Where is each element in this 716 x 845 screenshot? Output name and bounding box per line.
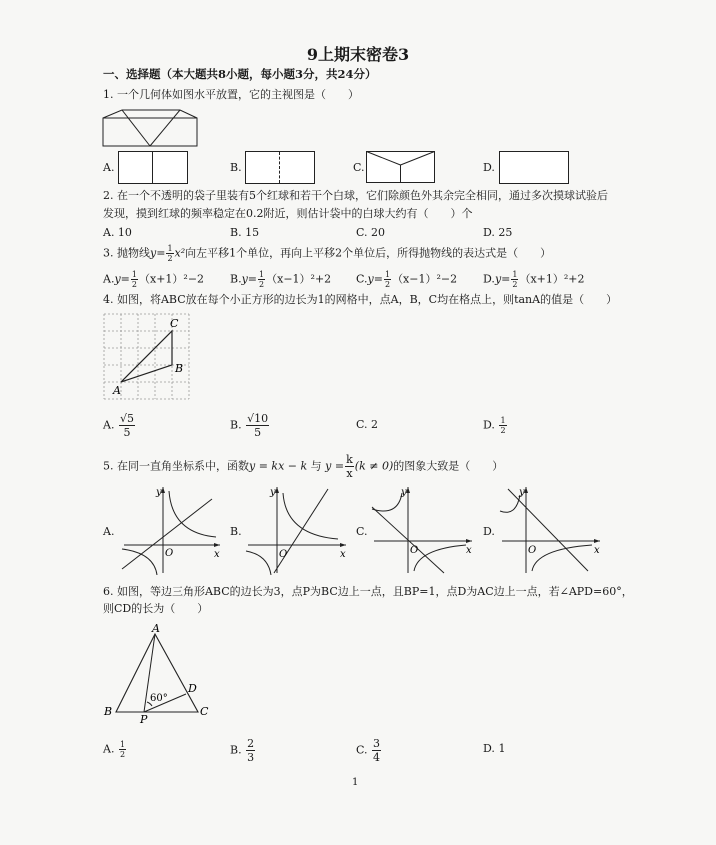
q3-stem: 3. 抛物线y= $\frac{1}{2}$ x²向左平移1个单位，再向上平移2个单位后，所得抛物线的表达式是（ ） <box>103 244 552 263</box>
q4-option-c[interactable]: C. 2 <box>356 418 379 431</box>
q6-point-p: P <box>140 713 148 724</box>
svg-text:O: O <box>279 549 288 560</box>
q4-grid-figure <box>100 310 192 402</box>
q4-option-d[interactable]: D. $\frac{1}{2}$ <box>483 416 506 435</box>
q3-option-a[interactable]: A.y= $\frac{1}{2}$ （x+1）²−2 <box>103 270 205 289</box>
q3-option-c[interactable]: C.y= $\frac{1}{2}$ （x−1）²−2 <box>356 270 458 289</box>
q1-option-c-figure[interactable] <box>366 151 436 184</box>
svg-text:y: y <box>270 487 276 498</box>
q4-option-a[interactable]: A. $\frac{√5}{5}$ <box>103 412 134 439</box>
q6-option-a[interactable]: A. $\frac{1}{2}$ <box>103 740 126 759</box>
q5-option-c-graph[interactable] <box>368 483 474 575</box>
q5-option-d-graph[interactable] <box>496 483 602 575</box>
q2-stem-line2: 发现，摸到红球的频率稳定在0.2附近，则估计袋中的白球大约有（ ）个 <box>103 207 473 220</box>
q6-point-d: D <box>188 682 197 695</box>
svg-text:x: x <box>466 545 472 556</box>
q5-option-a-label[interactable]: A. <box>103 525 115 538</box>
q3-option-d[interactable]: D.y= $\frac{1}{2}$ （x+1）²+2 <box>483 270 585 289</box>
q1-option-d-figure[interactable] <box>499 151 569 184</box>
q6-point-b: B <box>104 705 113 718</box>
q1-option-c-label[interactable]: C. <box>353 161 365 174</box>
svg-text:x: x <box>340 549 346 560</box>
q5-option-b-graph[interactable] <box>242 483 348 575</box>
q4-point-c: C <box>170 317 179 330</box>
q1-solid-figure <box>100 106 200 148</box>
svg-text:y: y <box>156 487 162 498</box>
page-number: 1 <box>352 777 359 788</box>
q2-option-d[interactable]: D. 25 <box>483 226 513 239</box>
q1-stem: 1. 一个几何体如图水平放置，它的主视图是（ ） <box>103 88 359 101</box>
q5-option-b-label[interactable]: B. <box>230 525 242 538</box>
svg-text:x: x <box>214 549 220 560</box>
svg-text:O: O <box>410 545 419 556</box>
svg-text:y: y <box>519 487 525 498</box>
q6-point-c: C <box>200 705 209 718</box>
q1-option-d-label[interactable]: D. <box>483 161 495 174</box>
q6-option-d[interactable]: D. 1 <box>483 742 506 755</box>
q6-stem-line1: 6. 如图，等边三角形ABC的边长为3，点P为BC边上一点，且BP=1，点D为AC边上一点，若∠APD=60°， <box>103 585 633 598</box>
q4-point-b: B <box>175 362 184 375</box>
svg-text:y: y <box>401 487 407 498</box>
q5-option-c-label[interactable]: C. <box>356 525 368 538</box>
q6-stem-line2: 则CD的长为（ ） <box>103 602 209 615</box>
q6-angle-label: 60° <box>150 693 168 704</box>
q5-option-d-label[interactable]: D. <box>483 525 495 538</box>
svg-text:O: O <box>165 548 174 559</box>
q1-option-a-label[interactable]: A. <box>103 161 115 174</box>
q3-option-b[interactable]: B.y= $\frac{1}{2}$ （x−1）²+2 <box>230 270 332 289</box>
q5-stem: 5. 在同一直角坐标系中，函数y = kx − k 与 y = $\frac{k}{x}$ (k ≠ 0)的图象大致是（ ） <box>103 453 504 480</box>
q4-point-a: A <box>113 384 121 397</box>
q1-option-b-figure[interactable] <box>245 151 315 184</box>
q6-option-c[interactable]: C. $\frac{3}{4}$ <box>356 737 381 764</box>
q2-option-b[interactable]: B. 15 <box>230 226 260 239</box>
q2-option-a[interactable]: A. 10 <box>103 226 132 239</box>
svg-text:O: O <box>528 545 537 556</box>
q5-option-a-graph[interactable] <box>116 483 222 575</box>
svg-text:x: x <box>594 545 600 556</box>
q1-option-a-figure[interactable] <box>118 151 188 184</box>
q6-option-b[interactable]: B. $\frac{2}{3}$ <box>230 737 255 764</box>
q2-stem-line1: 2. 在一个不透明的袋子里装有5个红球和若干个白球，它们除颜色外其余完全相同，通过多次摸球试验后 <box>103 189 608 202</box>
q2-option-c[interactable]: C. 20 <box>356 226 386 239</box>
section-heading: 一、选择题（本大题共8小题，每小题3分，共24分） <box>103 67 377 81</box>
q6-point-a: A <box>152 622 160 635</box>
q4-option-b[interactable]: B. $\frac{√10}{5}$ <box>230 412 269 439</box>
q1-option-b-label[interactable]: B. <box>230 161 242 174</box>
page-title: 9上期末密卷3 <box>306 45 410 64</box>
q6-triangle-figure <box>100 622 215 724</box>
q4-stem: 4. 如图，将ABC放在每个小正方形的边长为1的网格中，点A，B，C均在格点上，则tanA的值是（ ） <box>103 293 618 306</box>
